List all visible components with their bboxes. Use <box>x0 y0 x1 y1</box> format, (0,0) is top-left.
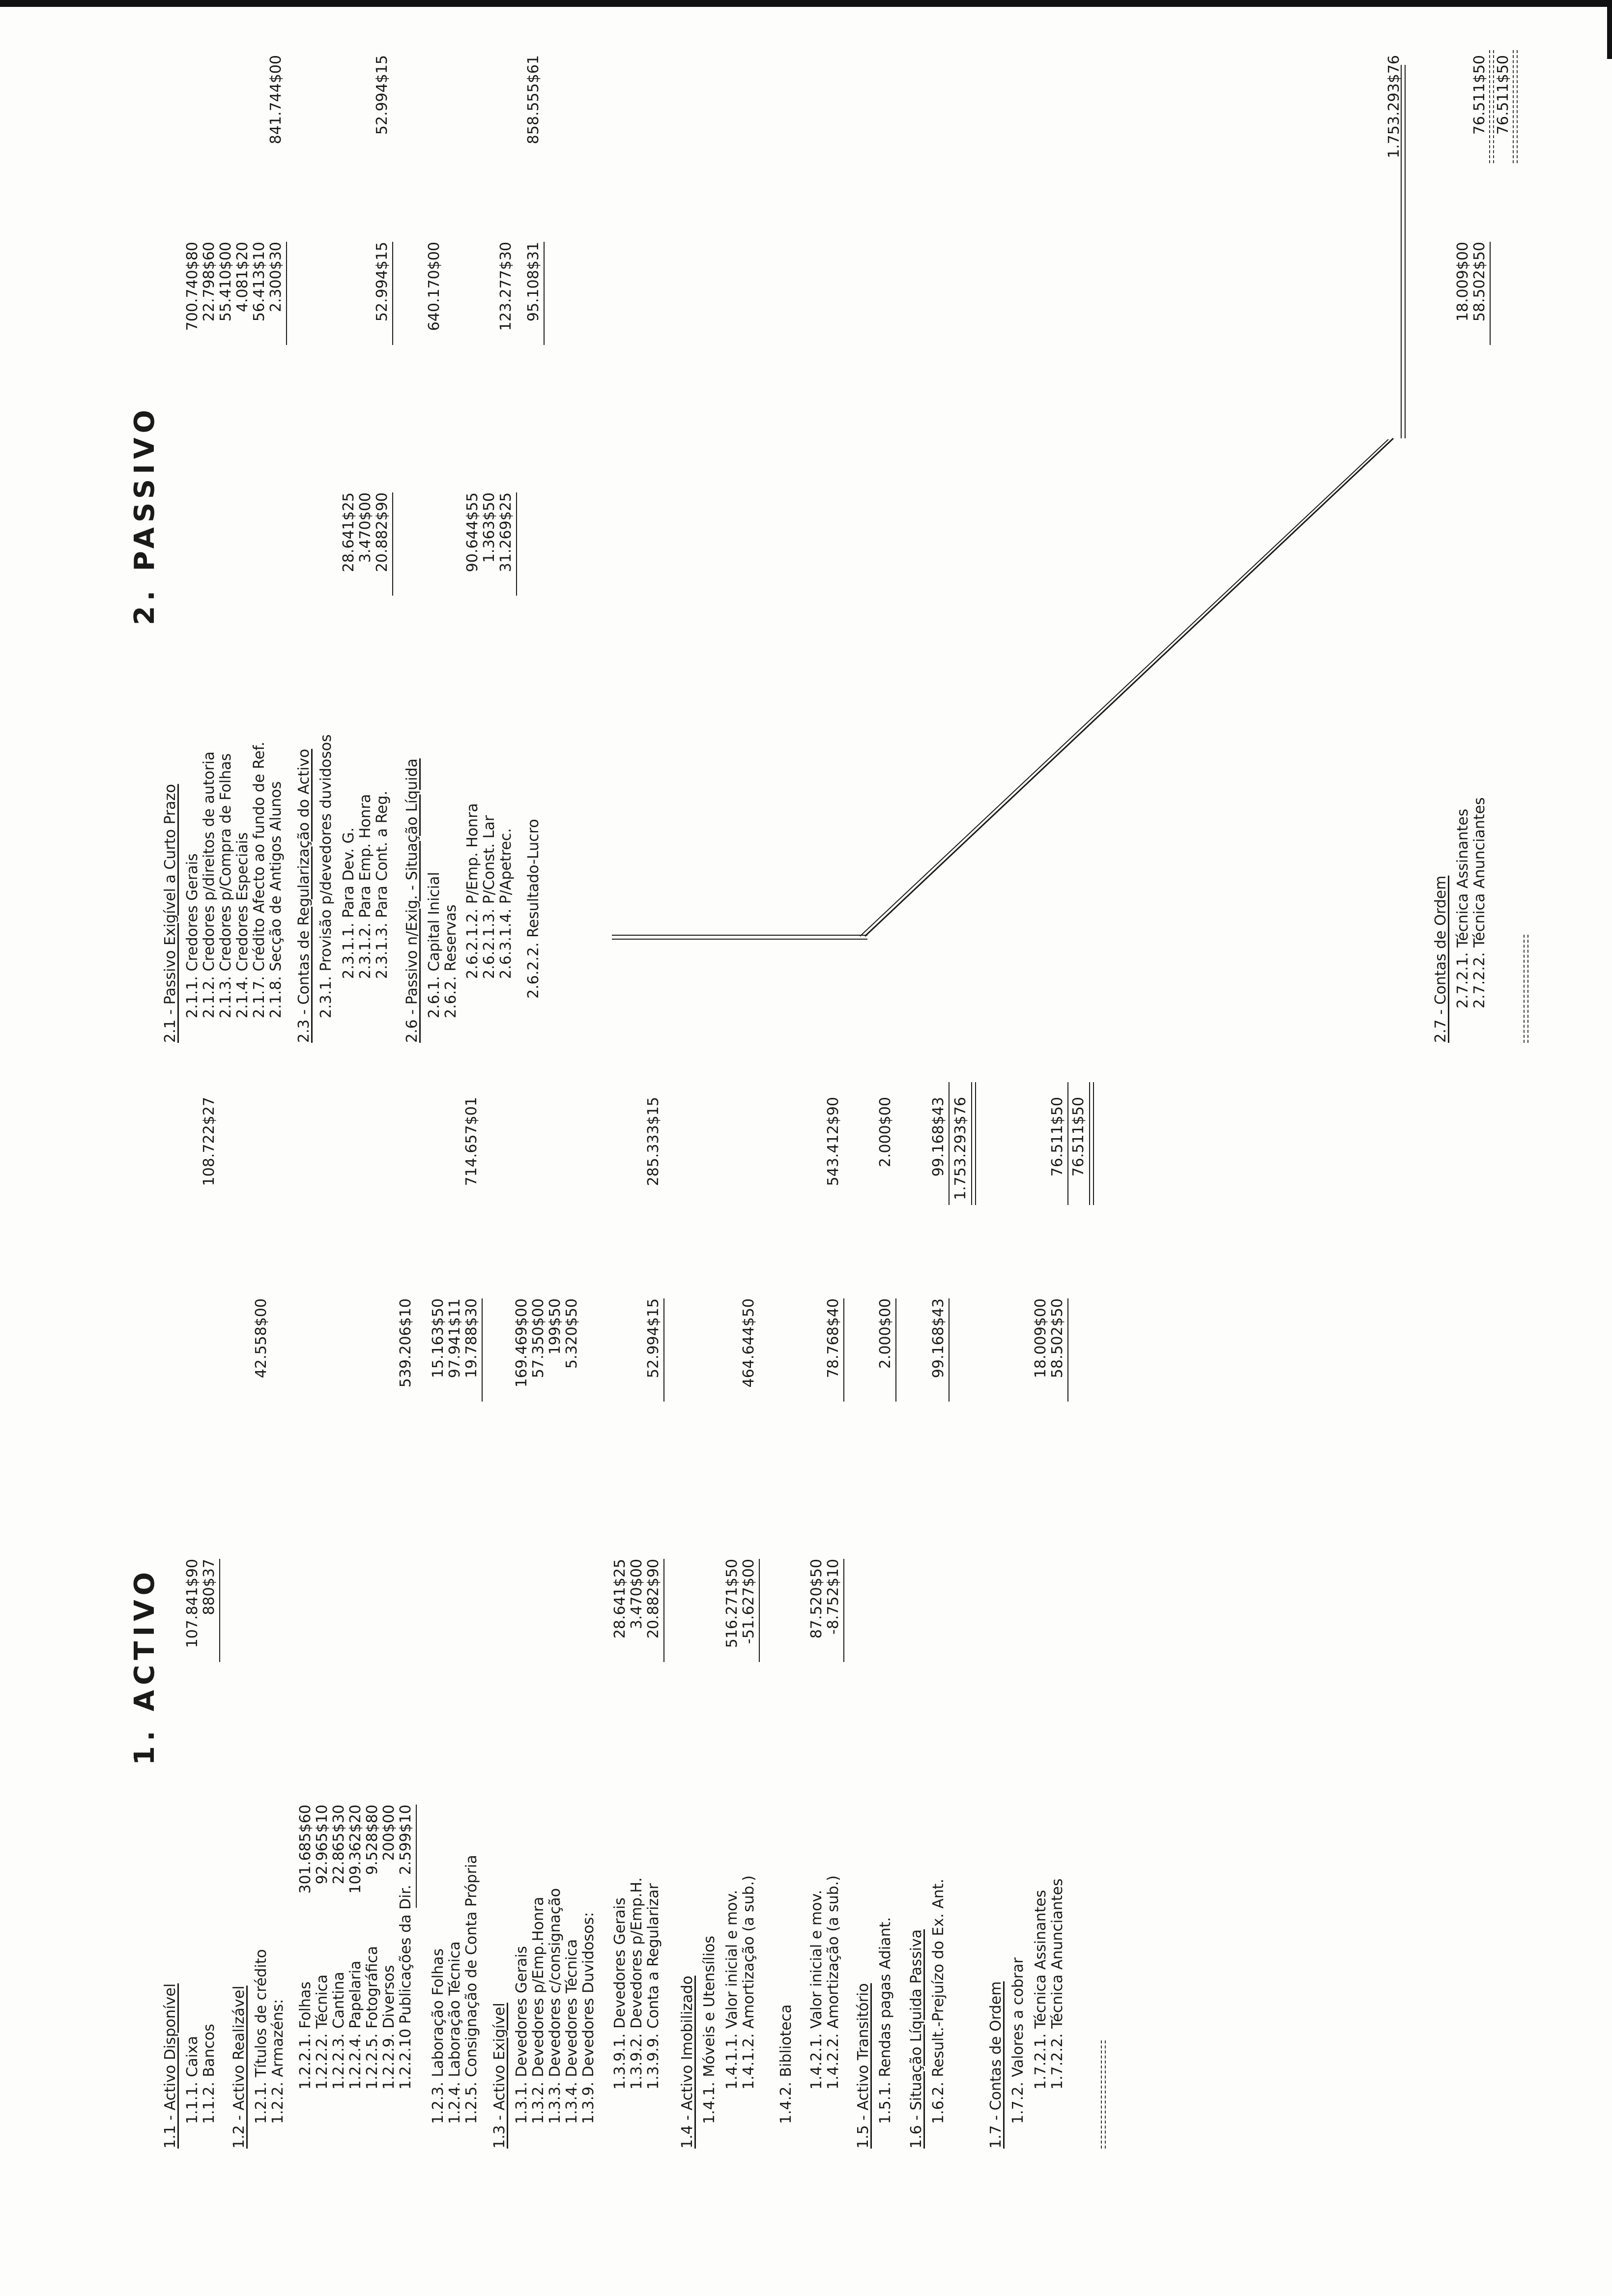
s16-result: 1.6.2. Result.-Prejuízo do Ex. Ant. <box>930 1878 947 2124</box>
s12-diversos: 1.2.2.9. Diversos <box>380 1965 398 2090</box>
s26-resultado-value: 95.108$31 <box>525 242 542 322</box>
s27-total: 76.511$50 <box>1471 55 1488 135</box>
s12-armazens: 1.2.2. Armazéns: <box>269 1999 287 2124</box>
activo-title: 1. ACTIVO <box>129 1567 161 1765</box>
s21-cred-especiais-value: 4.081$20 <box>234 242 251 313</box>
s17-valores: 1.7.2. Valores a cobrar <box>1009 1957 1027 2124</box>
s12-fotografica: 1.2.2.5. Fotográfica <box>364 1946 381 2090</box>
s23-total: 52.994$15 <box>374 55 391 135</box>
s13-dev-duvidosos: 1.3.9. Devedores Duvidosos: <box>580 1912 597 2124</box>
s12-papelaria: 1.2.2.4. Papelaria <box>347 1960 364 2090</box>
s21-cred-folhas: 2.1.3. Credores p/Compra de Folhas <box>217 753 234 1018</box>
s27-value-rule <box>1490 242 1491 345</box>
s13-dd-gerais-value: 28.641$25 <box>611 1559 629 1639</box>
s23-p-reg-value: 20.882$90 <box>374 492 391 573</box>
s14-bib-am: 1.4.2.2. Amortização (a sub.) <box>825 1875 842 2090</box>
s21-seccao-value: 2.300$30 <box>267 242 285 313</box>
s21-cred-especiais: 2.1.4. Credores Especiais <box>234 832 251 1018</box>
s26-reservas: 2.6.2. Reservas <box>442 904 460 1018</box>
s13-dev-honra-value: 57.350$00 <box>530 1298 547 1378</box>
s12-titulos: 1.2.1. Títulos de crédito <box>253 1949 270 2124</box>
s12-lab-tecnica: 1.2.4. Laboração Técnica <box>446 1941 463 2124</box>
s21-credito-ref: 2.1.7. Crédito Afecto ao fundo de Ref. <box>251 742 268 1018</box>
s14-bib-vi-value: 87.520$50 <box>808 1559 825 1639</box>
s14-total: 543.412$90 <box>825 1097 842 1186</box>
s26-reservas-total: 123.277$30 <box>497 242 515 331</box>
s23-p-dev-value: 28.641$25 <box>340 492 357 573</box>
s13-dev-consig: 1.3.3. Devedores c/consignação <box>547 1888 564 2124</box>
s23-label: 2.3 - Contas de Regularização do Activo <box>295 748 313 1043</box>
s12-lab-tecnica-value: 97.941$11 <box>446 1298 463 1378</box>
s11-caixa-value: 107.841$90 <box>184 1559 201 1648</box>
s21-seccao: 2.1.8. Secção de Antigos Alunos <box>267 781 285 1018</box>
s13-label: 1.3 - Activo Exigível <box>491 2003 508 2149</box>
s14-bib-vi: 1.4.2.1. Valor inicial e mov. <box>808 1890 825 2090</box>
s26-r-honra-value: 90.644$55 <box>464 492 481 573</box>
s16-label: 1.6 - Situação Líquida Passiva <box>908 1929 925 2149</box>
s12-tecnica: 1.2.2.2. Técnica <box>314 1974 331 2090</box>
s15-rendas: 1.5.1. Rendas pagas Adiant. <box>877 1917 894 2124</box>
s14-moveis-vi: 1.4.1.1. Valor inicial e mov. <box>723 1890 741 2090</box>
s14-biblioteca: 1.4.2. Biblioteca <box>777 2004 795 2124</box>
s13-dev-gerais-value: 169.469$00 <box>513 1298 530 1388</box>
s27-final-rule <box>1513 50 1518 163</box>
s26-resultado: 2.6.2.2. Resultado-Lucro <box>525 819 542 999</box>
s17-anunciantes-value: 58.502$50 <box>1049 1298 1066 1378</box>
s13-dev-gerais: 1.3.1. Devedores Gerais <box>513 1946 530 2124</box>
s13-dev-honra: 1.3.2. Devedores p/Emp.Honra <box>530 1896 547 2124</box>
s11-bancos-value: 880$37 <box>201 1559 218 1615</box>
s26-total: 858.555$61 <box>525 55 542 144</box>
activo-grand-total: 1.753.293$76 <box>952 1097 969 1200</box>
s12-armazens-total: 539.206$10 <box>397 1298 414 1388</box>
s17-assinantes-value: 18.009$00 <box>1032 1298 1049 1378</box>
s12-publicacoes: 1.2.2.10 Publicações da Dir. <box>397 1885 414 2090</box>
s15-label: 1.5 - Activo Transitório <box>855 1983 872 2149</box>
s26-capital: 2.6.1. Capital Inicial <box>426 872 443 1018</box>
s12-folhas-value: 301.685$60 <box>297 1805 314 1894</box>
s21-cred-gerais-value: 700.740$80 <box>184 242 201 331</box>
s27-final: 76.511$50 <box>1495 55 1512 135</box>
s11-total: 108.722$27 <box>201 1097 218 1186</box>
s13-dd-emp: 1.3.9.2. Devedores p/Emp.H. <box>628 1877 645 2090</box>
s27-total-rule <box>1489 50 1494 163</box>
s12-label: 1.2 - Activo Realizável <box>230 1985 248 2149</box>
s26-r-apetrec-value: 31.269$25 <box>497 492 515 573</box>
s13-dev-tecnica-value: 5.320$50 <box>563 1298 580 1369</box>
passivo-title: 2. PASSIVO <box>129 405 161 625</box>
s13-dd-regularizar: 1.3.9.9. Conta a Regularizar <box>645 1883 662 2090</box>
s26-r-apetrec: 2.6.3.1.4. P/Apetrec. <box>497 828 515 979</box>
s13-dd-gerais: 1.3.9.1. Devedores Gerais <box>611 1897 629 2090</box>
s21-cred-autoria-value: 22.798$60 <box>201 242 218 322</box>
s14-bib-total: 78.768$40 <box>825 1298 842 1378</box>
s17-final: 76.511$50 <box>1070 1097 1087 1177</box>
s17-total: 76.511$50 <box>1049 1097 1066 1177</box>
s23-p-honra: 2.3.1.2. Para Emp. Honra <box>357 794 374 979</box>
s21-cred-folhas-value: 55.410$00 <box>217 242 234 322</box>
s12-lab-folhas-value: 15.163$50 <box>430 1298 447 1378</box>
s23-p-honra-value: 3.470$00 <box>357 492 374 563</box>
s23-provisao-total: 52.994$15 <box>374 242 391 322</box>
s21-label: 2.1 - Passivo Exigível a Curto Prazo <box>162 784 179 1043</box>
s14-bib-am-value: -8.752$10 <box>825 1559 842 1635</box>
s21-cred-autoria: 2.1.2. Credores p/direitos de autoria <box>201 751 218 1018</box>
s27-anunciantes-value: 58.502$50 <box>1471 242 1488 322</box>
s12-consignacao-value: 19.788$30 <box>463 1298 480 1378</box>
s12-publicacoes-value: 2.599$10 <box>397 1805 414 1875</box>
passivo-grand-total: 1.753.293$76 <box>1385 55 1403 158</box>
s17-label: 1.7 - Contas de Ordem <box>987 1981 1005 2149</box>
s13-dev-consig-value: 199$50 <box>547 1298 564 1355</box>
s14-moveis: 1.4.1. Móveis e Utensílios <box>701 1935 718 2124</box>
s11-label: 1.1 - Activo Disponível <box>162 1983 179 2149</box>
s16-total: 99.168$43 <box>930 1097 947 1177</box>
s13-dd-regularizar-value: 20.882$90 <box>645 1559 662 1639</box>
passivo-grand-total-rule <box>1401 65 1406 438</box>
s12-consignacao: 1.2.5. Consignação de Conta Própria <box>463 1855 480 2124</box>
s17-assinantes: 1.7.2.1. Técnica Assinantes <box>1032 1890 1049 2090</box>
passivo-end-dash <box>1524 935 1528 1043</box>
s12-diversos-value: 200$00 <box>380 1805 398 1861</box>
s12-lab-folhas: 1.2.3. Laboração Folhas <box>430 1948 447 2124</box>
s27-assinantes: 2.7.2.1. Técnica Assinantes <box>1454 808 1471 1008</box>
s12-fotografica-value: 9.528$80 <box>364 1805 381 1875</box>
s26-label: 2.6 - Passivo n/Exig. - Situação Líquida <box>403 758 421 1043</box>
s13-dev-tecnica: 1.3.4. Devedores Técnica <box>563 1939 580 2124</box>
s26-r-honra: 2.6.2.1.2. P/Emp. Honra <box>464 803 481 979</box>
s12-tecnica-value: 92.965$10 <box>314 1805 331 1885</box>
s15-total: 2.000$00 <box>877 1097 894 1168</box>
s14-label: 1.4 - Activo Imobilizado <box>679 1976 696 2149</box>
s13-dd-emp-value: 3.470$00 <box>628 1559 645 1630</box>
s14-moveis-total: 464.644$50 <box>740 1298 757 1388</box>
s12-total: 714.657$01 <box>463 1097 480 1186</box>
s23-p-dev: 2.3.1.1. Para Dev. G. <box>340 827 357 979</box>
s12-folhas: 1.2.2.1. Folhas <box>297 1981 314 2090</box>
s14-moveis-am-value: -51.627$00 <box>740 1559 757 1644</box>
s17-anunciantes: 1.7.2.2. Técnica Anunciantes <box>1049 1878 1066 2090</box>
s27-assinantes-value: 18.009$00 <box>1454 242 1471 322</box>
s15-rendas-value: 2.000$00 <box>877 1298 894 1369</box>
s23-provisao: 2.3.1. Provisão p/devedores duvidosos <box>317 734 335 1018</box>
s14-moveis-vi-value: 516.271$50 <box>723 1559 741 1648</box>
s26-capital-value: 640.170$00 <box>426 242 443 331</box>
s16-result-value: 99.168$43 <box>930 1298 947 1378</box>
s12-cantina: 1.2.2.3. Cantina <box>330 1972 347 2090</box>
s21-total: 841.744$00 <box>267 55 285 144</box>
s11-caixa: 1.1.1. Caixa <box>184 2036 201 2124</box>
s21-cred-gerais: 2.1.1. Credores Gerais <box>184 853 201 1018</box>
s27-anunciantes: 2.7.2.2. Técnica Anunciantes <box>1471 797 1488 1008</box>
s11-bancos: 1.1.2. Bancos <box>201 2024 218 2124</box>
s13-total: 285.333$15 <box>645 1097 662 1186</box>
s26-r-lar-value: 1.363$50 <box>481 492 498 563</box>
s12-cantina-value: 22.865$30 <box>330 1805 347 1885</box>
s26-r-lar: 2.6.2.1.3. P/Const. Lar <box>481 815 498 979</box>
s12-titulos-value: 42.558$00 <box>253 1298 270 1378</box>
s13-dd-total: 52.994$15 <box>645 1298 662 1378</box>
s14-moveis-am: 1.4.1.2. Amortização (a sub.) <box>740 1875 757 2090</box>
s23-p-reg: 2.3.1.3. Para Cont. a Reg. <box>374 790 391 979</box>
s21-credito-ref-value: 56.413$10 <box>251 242 268 322</box>
s27-label: 2.7 - Contas de Ordem <box>1432 875 1449 1043</box>
s12-papelaria-value: 109.362$20 <box>347 1805 364 1894</box>
